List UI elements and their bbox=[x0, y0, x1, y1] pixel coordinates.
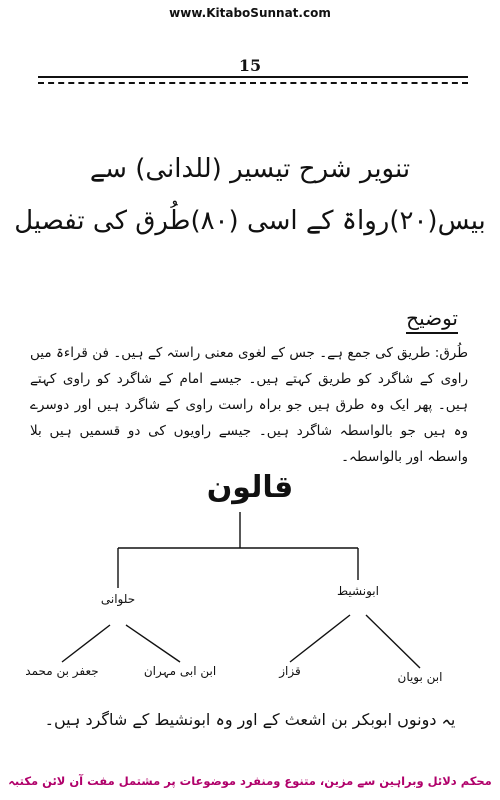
section-heading: توضیح bbox=[406, 306, 458, 334]
tree-root-label: قالون bbox=[206, 470, 294, 505]
tree-edge-abunashit-qazzaz bbox=[290, 615, 350, 662]
tree-node-jafar-bin-muhammad: جعفر بن محمد bbox=[25, 664, 99, 678]
footer-tagline: محکم دلائل وبراہین سے مزین، متنوع ومنفرد موضوعات پر مشتمل مفت آن لائن مکتبہ bbox=[8, 774, 492, 788]
tree-node-abunashit: ابونشیط bbox=[337, 584, 379, 598]
tree-node-ibn-buyan: ابن بویان bbox=[397, 670, 443, 684]
tree-edge-abunashit-buyan bbox=[366, 615, 420, 668]
tree-edge-halwani-jafar bbox=[62, 625, 110, 662]
page-number: 15 bbox=[238, 56, 262, 75]
tree-node-qazzaz: قزاز bbox=[279, 664, 301, 678]
tree-node-halwani: حلوانی bbox=[100, 592, 136, 606]
tree-node-ibn-abi-mihran: ابن ابی مہران bbox=[143, 664, 217, 678]
page-title-line2: بیس(۲۰)رواۃ کے اسی (۸۰)طُرق کی تفصیل bbox=[14, 206, 486, 236]
tree-edge-halwani-mihran bbox=[126, 625, 180, 662]
page-title-line1: تنویر شرح تیسیر (للدانی) سے bbox=[89, 154, 411, 184]
site-url[interactable]: www.KitaboSunnat.com bbox=[169, 6, 331, 20]
tree-note: یہ دونوں ابوبکر بن اشعث کے اور وہ ابونشیط کے شاگرد ہیں۔ bbox=[44, 710, 456, 729]
explanation-paragraph: طُرق: طریق کی جمع ہے۔ جس کے لغوی معنی راستہ کے ہیں۔ فن قراءۃ میں راوی کے شاگرد کو طریق کہتے ہیں۔ جیسے امام کے شاگرد کو راوی کہتے ہیں۔ پھر ایک وہ طرق ہیں جو براہ راست راوی کے شاگرد ہیں اور دوسرے وہ ہیں جو بالواسطہ شاگرد ہیں۔ جیسے راویوں کی دو قسمیں ہیں بلا واسطہ اور بالواسطہ۔ bbox=[30, 345, 468, 465]
